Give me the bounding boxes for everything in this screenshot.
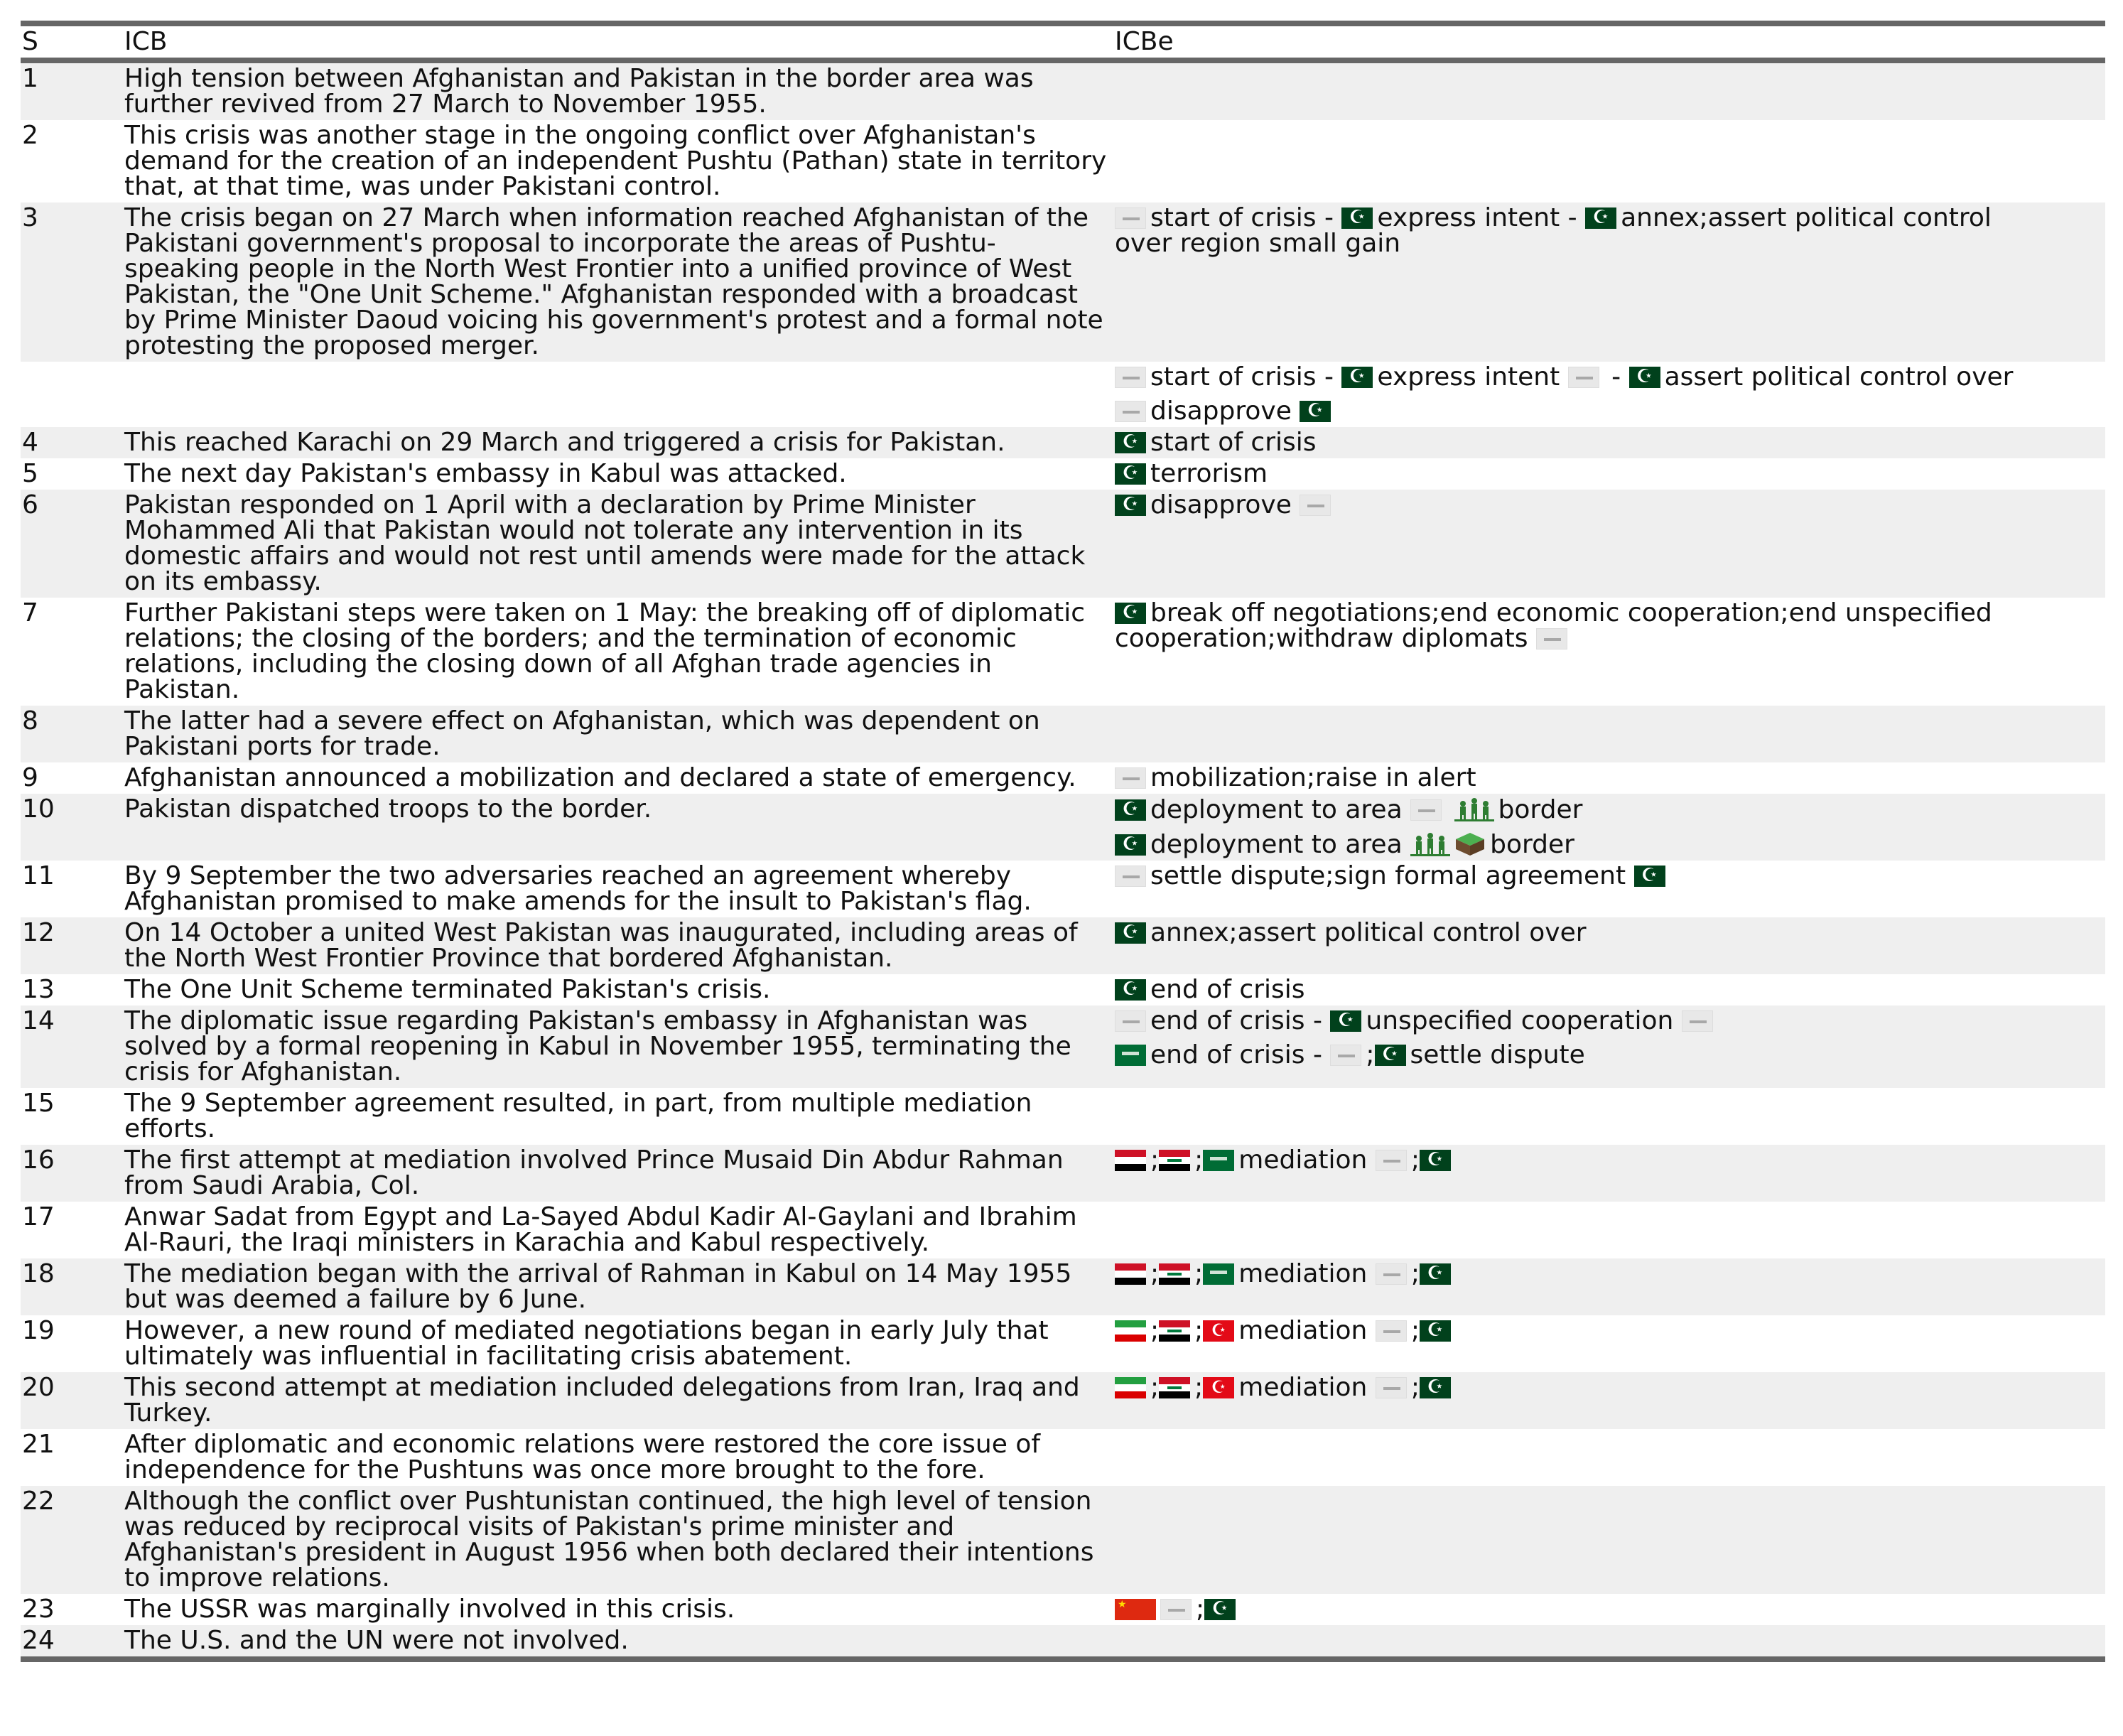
- sentence-number-cell: 24: [21, 1625, 123, 1659]
- event-text: mediation: [1238, 1316, 1376, 1345]
- icb-text-cell: The 9 September agreement resulted, in part, from multiple mediation efforts.: [124, 1089, 1032, 1143]
- afghanistan-flag-icon: [1300, 495, 1331, 516]
- table-row: [21, 203, 2105, 362]
- icbe-events-cell: [1113, 458, 2105, 490]
- icbe-events-cell: [1113, 861, 2105, 917]
- saudi-arabia-flag-icon: [1115, 1045, 1146, 1066]
- event-text: ;: [1196, 1595, 1205, 1624]
- afghanistan-flag-icon: [1376, 1263, 1407, 1285]
- column-header-icb: ICB: [123, 23, 1113, 60]
- sentence-number-cell: 23: [22, 1595, 55, 1624]
- sentence-number-cell: 16: [21, 1145, 123, 1202]
- icb-icbe-comparison-table: [21, 21, 2105, 1662]
- pakistan-flag-icon: [1420, 1263, 1451, 1285]
- table-row: [21, 1594, 2105, 1625]
- icb-text-cell: This reached Karachi on 29 March and triggered a crisis for Pakistan.: [123, 427, 1113, 458]
- icb-text-cell: The U.S. and the UN were not involved.: [123, 1625, 1113, 1659]
- egypt-flag-icon: [1115, 1150, 1146, 1171]
- sentence-number-cell: 17: [22, 1202, 55, 1231]
- icbe-event-line: [1115, 430, 2102, 455]
- afghanistan-flag-icon: [1115, 1010, 1146, 1032]
- icb-text-cell: On 14 October a united West Pakistan was inaugurated, including areas of the North West Frontier Province that bordered Afghanistan.: [123, 917, 1113, 974]
- icb-text-cell: Anwar Sadat from Egypt and La-Sayed Abdul Kadir Al-Gaylani and Ibrahim Al-Rauri, the Iraqi ministers in Karachia and Kabul respectively.: [124, 1202, 1077, 1257]
- territory-block-icon: [1454, 831, 1486, 857]
- event-text: ;: [1410, 1145, 1420, 1175]
- afghanistan-flag-icon: [1160, 1599, 1192, 1620]
- icbe-events-cell: [1113, 794, 2105, 861]
- icbe-event-line: [1115, 1597, 2102, 1622]
- icb-text-cell: The next day Pakistan's embassy in Kabul was attacked.: [124, 459, 847, 488]
- afghanistan-flag-icon: [1376, 1377, 1407, 1398]
- icbe-event-line: [1115, 1008, 2102, 1034]
- sentence-number-cell: 8: [21, 706, 123, 762]
- iraq-flag-icon: [1159, 1263, 1190, 1285]
- event-text: mobilization;raise in alert: [1150, 763, 1476, 792]
- pakistan-flag-icon: [1375, 1045, 1406, 1066]
- table-row: [21, 1625, 2105, 1659]
- event-text: mediation: [1238, 1259, 1376, 1288]
- pakistan-flag-icon: [1420, 1377, 1451, 1398]
- afghanistan-flag-icon: [1682, 1010, 1713, 1032]
- pakistan-flag-icon: [1341, 367, 1373, 388]
- icb-text-cell: Further Pakistani steps were taken on 1 May: the breaking off of diplomatic relations; the closing of the borders; and the termination of economic relations, including the closing down of all Afghan trade agencies in Pakistan.: [124, 598, 1086, 704]
- pakistan-flag-icon: [1115, 603, 1146, 624]
- event-text: express intent -: [1377, 203, 1586, 232]
- iran-flag-icon: [1115, 1377, 1146, 1398]
- sentence-number-cell: 2: [22, 121, 38, 150]
- event-text: border: [1490, 830, 1574, 859]
- turkey-flag-icon: [1203, 1320, 1234, 1342]
- header-row: [21, 23, 2105, 60]
- table-row: [21, 1315, 2105, 1372]
- afghanistan-flag-icon: [1568, 367, 1599, 388]
- event-text: ;: [1194, 1373, 1204, 1402]
- afghanistan-flag-icon: [1376, 1150, 1407, 1171]
- event-text: ;: [1150, 1259, 1160, 1288]
- icb-text-cell: The latter had a severe effect on Afghanistan, which was dependent on Pakistani ports for trade.: [123, 706, 1113, 762]
- afghanistan-flag-icon: [1115, 866, 1146, 887]
- icbe-event-line: [1115, 600, 2102, 652]
- pakistan-flag-icon: [1330, 1010, 1361, 1032]
- icbe-events-cell: [1113, 490, 2105, 598]
- afghanistan-flag-icon: [1536, 628, 1567, 649]
- icbe-events-cell: [1113, 362, 2105, 427]
- sentence-number-cell: 13: [22, 975, 55, 1004]
- event-text: -: [1603, 362, 1629, 392]
- icbe-event-line: [1115, 1145, 2102, 1175]
- event-text: mediation: [1238, 1145, 1376, 1175]
- icbe-events-cell: [1113, 1088, 2105, 1145]
- sentence-number-cell: 5: [22, 459, 38, 488]
- icb-text-cell: High tension between Afghanistan and Pakistan in the border area was further revived from 27 March to November 1955.: [123, 60, 1113, 120]
- table-row: [21, 1486, 2105, 1594]
- sentence-number-cell: 9: [22, 763, 38, 792]
- event-text: start of crisis -: [1150, 203, 1342, 232]
- table-row: [21, 706, 2105, 762]
- table-row: [21, 1088, 2105, 1145]
- pakistan-flag-icon: [1115, 834, 1146, 856]
- afghanistan-flag-icon: [1376, 1320, 1407, 1342]
- icbe-events-cell: [1113, 1258, 2105, 1315]
- icbe-events-cell: [1113, 1372, 2105, 1429]
- table-row: [21, 1258, 2105, 1315]
- icbe-events-cell: [1113, 1202, 2105, 1258]
- table-row: [21, 974, 2105, 1006]
- sentence-number-cell: 6: [21, 490, 123, 598]
- event-text: ;: [1410, 1259, 1420, 1288]
- icbe-events-cell: [1113, 706, 2105, 762]
- iraq-flag-icon: [1159, 1320, 1190, 1342]
- afghanistan-flag-icon: [1330, 1045, 1361, 1066]
- icbe-event-line: [1115, 1042, 2102, 1068]
- table-row: [21, 598, 2105, 706]
- icb-text-cell: [123, 362, 1113, 427]
- pakistan-flag-icon: [1634, 866, 1665, 887]
- event-text: annex;assert political control over region small gain: [1115, 203, 1992, 258]
- sentence-number-cell: 12: [21, 917, 123, 974]
- pakistan-flag-icon: [1420, 1150, 1451, 1171]
- event-text: express intent: [1377, 362, 1568, 392]
- icbe-events-cell: [1113, 762, 2105, 794]
- event-text: unspecified cooperation: [1366, 1006, 1682, 1035]
- icbe-events-cell: [1113, 1625, 2105, 1659]
- event-text: settle dispute: [1410, 1040, 1585, 1069]
- event-text: deployment to area: [1150, 795, 1411, 824]
- icb-text-cell: This crisis was another stage in the ongoing conflict over Afghanistan's demand for the creation of an independent Pushtu (Pathan) state in territory that, at that time, was under Pakistani control.: [124, 121, 1107, 201]
- table-row: [21, 794, 2105, 861]
- event-text: ;: [1150, 1145, 1160, 1175]
- table-body: [21, 60, 2105, 1659]
- table-row: [21, 1202, 2105, 1258]
- table-row: [21, 917, 2105, 974]
- pakistan-flag-icon: [1629, 367, 1660, 388]
- event-text: border: [1498, 795, 1583, 824]
- sentence-number-cell: 19: [22, 1316, 55, 1345]
- icb-text-cell: The first attempt at mediation involved Prince Musaid Din Abdur Rahman from Saudi Arabia, Col.: [123, 1145, 1113, 1202]
- turkey-flag-icon: [1203, 1377, 1234, 1398]
- icbe-event-line: [1115, 362, 2102, 392]
- pakistan-flag-icon: [1115, 432, 1146, 453]
- icbe-event-line: [1115, 1318, 2102, 1344]
- icb-text-cell: The crisis began on 27 March when information reached Afghanistan of the Pakistani government's proposal to incorporate the areas of Pushtu- speaking people in the North West Frontier into a unified province of West Pakistan, the "One Unit Scheme." Afghanistan responded with a broadcast by Prime Minister Daoud voicing his government's protest and a formal note protesting the proposed merger.: [123, 203, 1113, 362]
- saudi-arabia-flag-icon: [1203, 1150, 1234, 1171]
- icbe-event-line: [1115, 205, 2102, 257]
- icb-text-cell: By 9 September the two adversaries reached an agreement whereby Afghanistan promised to make amends for the insult to Pakistan's flag.: [124, 861, 1032, 916]
- event-text: ;: [1150, 1316, 1160, 1345]
- column-header-icbe: ICBe: [1113, 23, 2105, 60]
- sentence-number-cell: 10: [21, 794, 123, 861]
- table-row: [21, 427, 2105, 458]
- icb-text-cell: The USSR was marginally involved in this crisis.: [124, 1595, 735, 1624]
- pakistan-flag-icon: [1115, 495, 1146, 516]
- icbe-events-cell: [1113, 203, 2105, 362]
- column-header-s: S: [21, 23, 123, 60]
- sentence-number-cell: 11: [22, 861, 55, 890]
- table-row: [21, 458, 2105, 490]
- event-text: ;: [1410, 1373, 1420, 1402]
- table-row: [21, 861, 2105, 917]
- sentence-number-cell: 18: [21, 1258, 123, 1315]
- iraq-flag-icon: [1159, 1150, 1190, 1171]
- pakistan-flag-icon: [1115, 922, 1146, 944]
- event-text: end of crisis -: [1150, 1006, 1331, 1035]
- icb-text-cell: After diplomatic and economic relations were restored the core issue of independence for the Pushtuns was once more brought to the fore.: [124, 1430, 1041, 1484]
- pakistan-flag-icon: [1341, 207, 1373, 229]
- event-text: ;: [1366, 1040, 1375, 1069]
- icb-text-cell: Afghanistan announced a mobilization and declared a state of emergency.: [124, 763, 1076, 792]
- icb-text-cell: Pakistan responded on 1 April with a declaration by Prime Minister Mohammed Ali that Pakistan would not tolerate any intervention in its domestic affairs and would not rest until amends were made for the attack on its embassy.: [123, 490, 1113, 598]
- event-text: ;: [1410, 1316, 1420, 1345]
- icbe-event-line: [1115, 863, 2102, 889]
- icb-text-cell: The mediation began with the arrival of Rahman in Kabul on 14 May 1955 but was deemed a failure by 6 June.: [123, 1258, 1113, 1315]
- icbe-events-cell: [1113, 60, 2105, 120]
- iraq-flag-icon: [1159, 1377, 1190, 1398]
- afghanistan-flag-icon: [1115, 207, 1146, 229]
- event-text: disapprove: [1150, 397, 1300, 426]
- pakistan-flag-icon: [1420, 1320, 1451, 1342]
- icb-text-cell: This second attempt at mediation included delegations from Iran, Iraq and Turkey.: [123, 1372, 1113, 1429]
- troops-icon: [1454, 797, 1494, 822]
- icbe-events-cell: [1113, 1145, 2105, 1202]
- event-text: [1446, 795, 1454, 824]
- table-row: [21, 490, 2105, 598]
- table-row: [21, 1145, 2105, 1202]
- icbe-event-line: [1115, 797, 2102, 823]
- pakistan-flag-icon: [1115, 979, 1146, 1001]
- table-row: [21, 762, 2105, 794]
- table-row: [21, 1429, 2105, 1486]
- sentence-number-cell: 20: [21, 1372, 123, 1429]
- sentence-number-cell: 4: [21, 427, 123, 458]
- icbe-events-cell: [1113, 598, 2105, 706]
- pakistan-flag-icon: [1204, 1599, 1236, 1620]
- sentence-number-cell: 7: [22, 598, 38, 627]
- icbe-event-line: [1115, 492, 2102, 518]
- table-row: [21, 1006, 2105, 1088]
- table-header: [21, 23, 2105, 60]
- event-text: deployment to area: [1150, 830, 1411, 859]
- sentence-number-cell: 15: [22, 1089, 55, 1118]
- icbe-events-cell: [1113, 917, 2105, 974]
- icbe-events-cell: [1113, 1315, 2105, 1372]
- afghanistan-flag-icon: [1115, 767, 1146, 789]
- pakistan-flag-icon: [1115, 799, 1146, 821]
- icb-text-cell: However, a new round of mediated negotiations began in early July that ultimately was influential in facilitating crisis abatement.: [124, 1316, 1049, 1371]
- pakistan-flag-icon: [1300, 401, 1331, 422]
- troops-icon: [1410, 831, 1450, 857]
- ussr-flag-icon: [1115, 1599, 1156, 1620]
- event-text: start of crisis -: [1150, 362, 1342, 392]
- iran-flag-icon: [1115, 1320, 1146, 1342]
- event-text: break off negotiations;end economic cooperation;end unspecified cooperation;withdraw diplomats: [1115, 598, 1992, 653]
- icb-text-cell: The diplomatic issue regarding Pakistan's embassy in Afghanistan was solved by a formal reopening in Kabul in November 1955, terminating the crisis for Afghanistan.: [123, 1006, 1113, 1088]
- icbe-events-cell: [1113, 1006, 2105, 1088]
- egypt-flag-icon: [1115, 1263, 1146, 1285]
- sentence-number-cell: 21: [22, 1430, 55, 1459]
- event-text: start of crisis: [1150, 428, 1317, 457]
- icbe-event-line: [1115, 765, 2102, 791]
- pakistan-flag-icon: [1585, 207, 1616, 229]
- icb-text-cell: Although the conflict over Pushtunistan continued, the high level of tension was reduced by reciprocal visits of Pakistan's prime minister and Afghanistan's president in August 1956 when both declared their intentions to improve relations.: [123, 1486, 1113, 1594]
- saudi-arabia-flag-icon: [1203, 1263, 1234, 1285]
- icb-icbe-comparison-table-wrapper: [21, 21, 2105, 1662]
- event-text: annex;assert political control over: [1150, 918, 1587, 947]
- sentence-number-cell: [21, 362, 123, 427]
- event-text: settle dispute;sign formal agreement: [1150, 861, 1634, 890]
- event-text: terrorism: [1150, 459, 1268, 488]
- icbe-events-cell: [1113, 427, 2105, 458]
- icbe-events-cell: [1113, 1486, 2105, 1594]
- icb-text-cell: Pakistan dispatched troops to the border.: [123, 794, 1113, 861]
- icbe-events-cell: [1113, 974, 2105, 1006]
- icbe-events-cell: [1113, 1594, 2105, 1625]
- sentence-number-cell: 22: [21, 1486, 123, 1594]
- event-text: disapprove: [1150, 490, 1300, 519]
- event-text: ;: [1150, 1373, 1160, 1402]
- icbe-event-line: [1115, 1375, 2102, 1401]
- icbe-events-cell: [1113, 1429, 2105, 1486]
- afghanistan-flag-icon: [1115, 401, 1146, 422]
- table-row: [21, 120, 2105, 203]
- icb-text-cell: The One Unit Scheme terminated Pakistan's crisis.: [124, 975, 771, 1004]
- afghanistan-flag-icon: [1115, 367, 1146, 388]
- sentence-number-cell: 3: [21, 203, 123, 362]
- icbe-event-line: [1115, 399, 2102, 424]
- icbe-event-line: [1115, 461, 2102, 487]
- icbe-event-line: [1115, 1261, 2102, 1287]
- icbe-event-line: [1115, 920, 2102, 946]
- sentence-number-cell: 1: [21, 60, 123, 120]
- sentence-number-cell: 14: [21, 1006, 123, 1088]
- event-text: assert political control over: [1664, 362, 2014, 392]
- afghanistan-flag-icon: [1410, 799, 1442, 821]
- event-text: ;: [1194, 1259, 1204, 1288]
- event-text: mediation: [1238, 1373, 1376, 1402]
- event-text: ;: [1194, 1316, 1204, 1345]
- icbe-events-cell: [1113, 120, 2105, 203]
- table-row: [21, 362, 2105, 427]
- event-text: end of crisis -: [1150, 1040, 1331, 1069]
- pakistan-flag-icon: [1115, 463, 1146, 485]
- event-text: ;: [1194, 1145, 1204, 1175]
- icbe-event-line: [1115, 831, 2102, 858]
- event-text: end of crisis: [1150, 975, 1305, 1004]
- table-row: [21, 1372, 2105, 1429]
- table-row: [21, 60, 2105, 120]
- icbe-event-line: [1115, 977, 2102, 1003]
